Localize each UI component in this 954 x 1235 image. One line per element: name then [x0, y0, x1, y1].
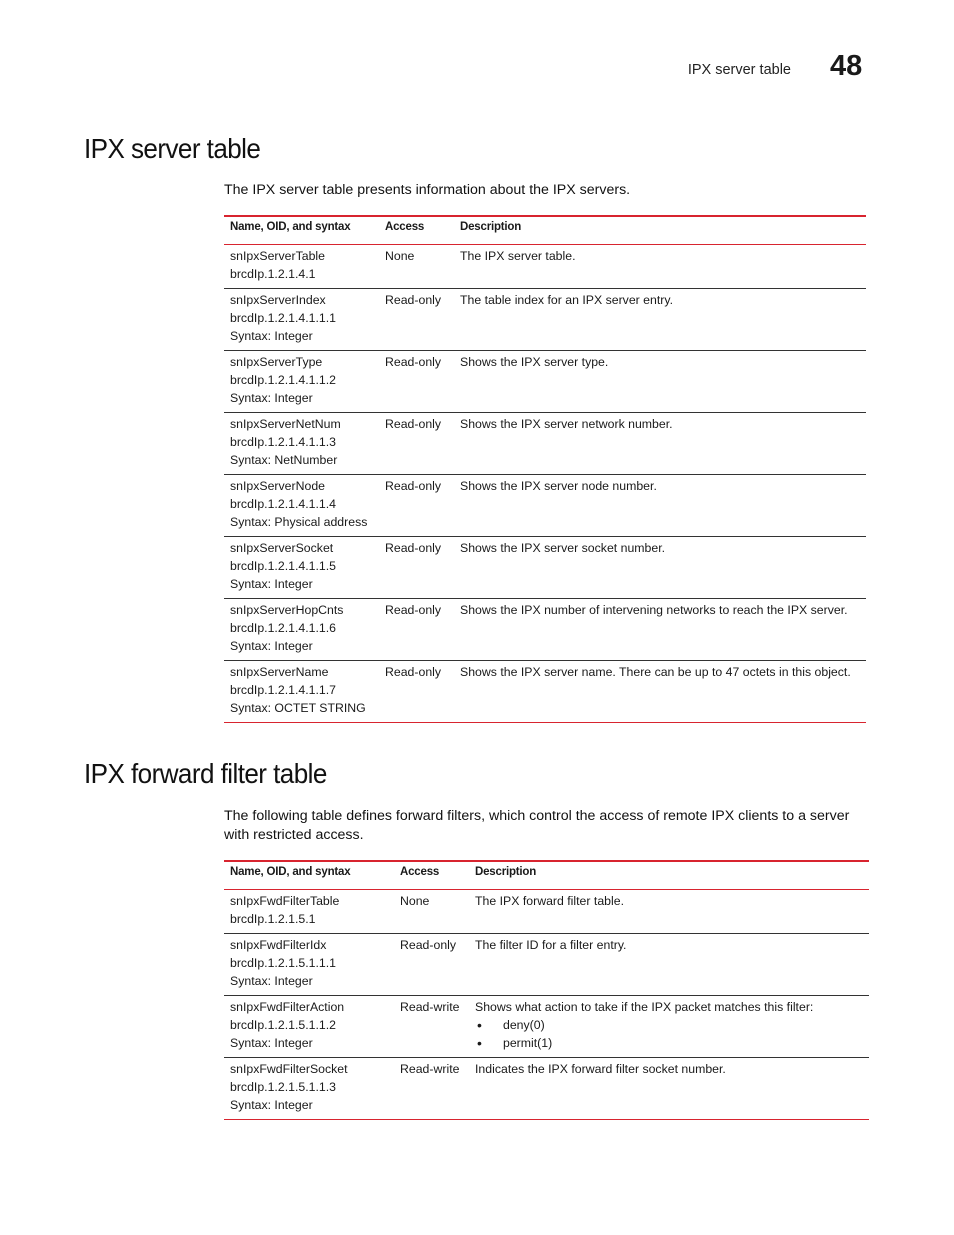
- object-cell: [224, 890, 394, 934]
- object-name: snIpxFwdFilterTable: [230, 894, 340, 908]
- description-cell: [454, 599, 866, 661]
- description-text: The table index for an IPX server entry.: [460, 293, 674, 307]
- table-row: [224, 289, 866, 351]
- object-name: snIpxServerType: [230, 355, 323, 369]
- access-cell: Read-only: [394, 934, 469, 996]
- object-syntax: Syntax: Integer: [230, 1098, 313, 1112]
- access-cell: Read-only: [379, 661, 454, 723]
- object-name: snIpxServerIndex: [230, 293, 326, 307]
- option-item: • deny(0): [503, 1016, 863, 1034]
- object-oid: brcdIp.1.2.1.4.1.1.7: [230, 683, 336, 697]
- table-row: [224, 413, 866, 475]
- column-header-name: Name, OID, and syntax: [224, 861, 394, 890]
- access-cell: None: [394, 890, 469, 934]
- intro-line-1: The following table defines forward filters, which control the access of remote IPX clients to a server: [224, 808, 850, 824]
- table-header-row: [224, 216, 866, 245]
- access-cell: Read-write: [394, 1058, 469, 1120]
- access-cell: Read-write: [394, 996, 469, 1058]
- object-cell: [224, 599, 379, 661]
- object-syntax: Syntax: Integer: [230, 577, 313, 591]
- table-row: [224, 996, 869, 1058]
- object-cell: [224, 351, 379, 413]
- table-row: [224, 245, 866, 289]
- column-header-access: Access: [379, 216, 454, 245]
- description-text: Shows the IPX number of intervening networks to reach the IPX server.: [460, 603, 848, 617]
- description-text: The filter ID for a filter entry.: [475, 938, 627, 952]
- object-cell: [224, 289, 379, 351]
- object-oid: brcdIp.1.2.1.5.1.1.2: [230, 1018, 336, 1032]
- object-name: snIpxServerTable: [230, 249, 326, 263]
- column-header-description: Description: [469, 861, 869, 890]
- section-intro-ipx-forward-filter: [224, 807, 849, 845]
- description-cell: [454, 245, 866, 289]
- table-row: [224, 1058, 869, 1120]
- object-oid: brcdIp.1.2.1.4.1.1.2: [230, 373, 336, 387]
- object-cell: [224, 413, 379, 475]
- object-syntax: Syntax: Physical address: [230, 515, 368, 529]
- table-row: [224, 537, 866, 599]
- access-cell: Read-only: [379, 475, 454, 537]
- table-row: [224, 661, 866, 723]
- object-oid: brcdIp.1.2.1.4.1.1.6: [230, 621, 336, 635]
- access-cell: Read-only: [379, 599, 454, 661]
- access-cell: Read-only: [379, 289, 454, 351]
- ipx-forward-filter-table: [224, 860, 869, 1120]
- object-cell: [224, 245, 379, 289]
- intro-line-2: with restricted access.: [224, 827, 364, 843]
- object-name: snIpxServerName: [230, 665, 329, 679]
- object-syntax: Syntax: Integer: [230, 974, 313, 988]
- description-cell: [469, 1058, 869, 1120]
- object-syntax: Syntax: NetNumber: [230, 453, 338, 467]
- description-cell: [454, 289, 866, 351]
- object-name: snIpxServerNode: [230, 479, 326, 493]
- description-text: Shows what action to take if the IPX packet matches this filter:: [475, 1000, 814, 1014]
- object-name: snIpxFwdFilterIdx: [230, 938, 327, 952]
- description-cell: [469, 890, 869, 934]
- access-cell: Read-only: [379, 351, 454, 413]
- table-row: [224, 599, 866, 661]
- object-name: snIpxServerNetNum: [230, 417, 341, 431]
- object-oid: brcdIp.1.2.1.5.1.1.1: [230, 956, 336, 970]
- column-header-description: Description: [454, 216, 866, 245]
- description-cell: [454, 351, 866, 413]
- running-head: IPX server table: [687, 62, 791, 78]
- object-oid: brcdIp.1.2.1.4.1.1.3: [230, 435, 336, 449]
- object-oid: brcdIp.1.2.1.4.1.1.1: [230, 311, 336, 325]
- description-text: Shows the IPX server node number.: [460, 479, 657, 493]
- access-cell: Read-only: [379, 413, 454, 475]
- object-cell: [224, 934, 394, 996]
- object-syntax: Syntax: Integer: [230, 639, 313, 653]
- description-text: The IPX forward filter table.: [475, 894, 624, 908]
- section-title-ipx-server: IPX server table: [84, 133, 261, 164]
- object-syntax: Syntax: Integer: [230, 1036, 313, 1050]
- object-cell: [224, 661, 379, 723]
- description-cell: [454, 413, 866, 475]
- object-oid: brcdIp.1.2.1.5.1: [230, 912, 316, 926]
- ipx-server-table: [224, 215, 866, 723]
- description-text: Shows the IPX server type.: [460, 355, 609, 369]
- section-title-ipx-forward-filter: IPX forward filter table: [84, 758, 327, 789]
- object-oid: brcdIp.1.2.1.5.1.1.3: [230, 1080, 336, 1094]
- object-cell: [224, 1058, 394, 1120]
- description-cell: [469, 934, 869, 996]
- object-syntax: Syntax: Integer: [230, 329, 313, 343]
- table-row: [224, 475, 866, 537]
- object-name: snIpxServerSocket: [230, 541, 334, 555]
- object-syntax: Syntax: OCTET STRING: [230, 701, 366, 715]
- table-row: [224, 890, 869, 934]
- access-cell: Read-only: [379, 537, 454, 599]
- column-header-access: Access: [394, 861, 469, 890]
- object-syntax: Syntax: Integer: [230, 391, 313, 405]
- description-text: Shows the IPX server network number.: [460, 417, 673, 431]
- object-name: snIpxServerHopCnts: [230, 603, 344, 617]
- object-cell: [224, 537, 379, 599]
- table-header-row: [224, 861, 869, 890]
- section-intro-ipx-server: The IPX server table presents information about the IPX servers.: [224, 182, 631, 198]
- description-cell: [454, 537, 866, 599]
- table-row: [224, 351, 866, 413]
- object-name: snIpxFwdFilterAction: [230, 1000, 345, 1014]
- description-text: Shows the IPX server name. There can be up to 47 octets in this object.: [460, 665, 851, 679]
- object-name: snIpxFwdFilterSocket: [230, 1062, 348, 1076]
- table-row: [224, 934, 869, 996]
- object-oid: brcdIp.1.2.1.4.1.1.4: [230, 497, 336, 511]
- column-header-name: Name, OID, and syntax: [224, 216, 379, 245]
- object-cell: [224, 996, 394, 1058]
- object-oid: brcdIp.1.2.1.4.1: [230, 267, 316, 281]
- object-oid: brcdIp.1.2.1.4.1.1.5: [230, 559, 336, 573]
- description-text: Shows the IPX server socket number.: [460, 541, 666, 555]
- access-cell: None: [379, 245, 454, 289]
- object-cell: [224, 475, 379, 537]
- description-cell: [454, 475, 866, 537]
- chapter-number: 48: [830, 50, 863, 82]
- description-cell: [454, 661, 866, 723]
- description-text: The IPX server table.: [460, 249, 576, 263]
- option-item: • permit(1): [503, 1034, 863, 1052]
- option-list: [475, 1016, 863, 1052]
- description-text: Indicates the IPX forward filter socket number.: [475, 1062, 726, 1076]
- description-cell: [469, 996, 869, 1058]
